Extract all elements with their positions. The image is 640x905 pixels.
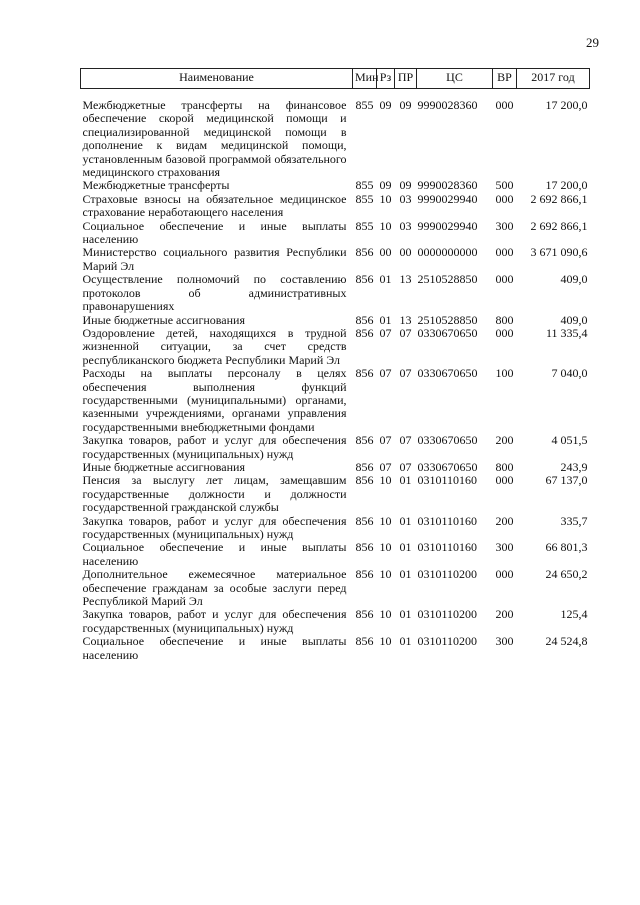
row-min: 856 (355, 433, 374, 448)
row-amount: 7 040,0 (551, 366, 588, 381)
row-pr: 07 (399, 433, 412, 448)
row-amount: 2 692 866,1 (530, 191, 588, 206)
table-row (81, 246, 590, 273)
row-cs: 9990028360 (417, 178, 478, 193)
row-vr: 000 (495, 325, 514, 340)
table-row (81, 99, 590, 179)
row-pr: 07 (399, 366, 412, 381)
row-name: Оздоровление детей, находящихся в трудной жизненной ситуации, за счет средств республиканского бюджета Республики Марий Эл (82, 325, 347, 367)
row-name: Страховые взносы на обязательное медицинское страхование неработающего населения (82, 191, 347, 220)
row-vr: 200 (495, 607, 514, 622)
row-amount: 243,9 (560, 459, 588, 474)
row-amount: 11 335,4 (545, 325, 588, 340)
row-pr: 07 (399, 325, 412, 340)
header-min: Мин (353, 69, 377, 89)
table-row (81, 515, 590, 542)
row-vr: 300 (495, 634, 514, 649)
row-amount: 24 524,8 (545, 634, 588, 649)
row-amount: 2 692 866,1 (530, 218, 588, 233)
row-min: 855 (355, 218, 374, 233)
row-name: Пенсия за выслугу лет лицам, замещавшим государственные должности и должности государственной гражданской службы (82, 473, 347, 515)
row-rz: 10 (379, 634, 392, 649)
row-pr: 01 (399, 567, 412, 582)
row-name: Межбюджетные трансферты (82, 178, 230, 193)
row-amount: 409,0 (560, 272, 588, 287)
row-rz: 07 (379, 459, 392, 474)
row-min: 855 (355, 191, 374, 206)
row-cs: 0330670650 (417, 325, 478, 340)
row-rz: 10 (379, 567, 392, 582)
row-amount: 335,7 (560, 513, 588, 528)
row-rz: 01 (379, 272, 392, 287)
row-rz: 10 (379, 218, 392, 233)
row-pr: 13 (399, 272, 412, 287)
table-row (81, 635, 590, 662)
row-name: Министерство социального развития Республики Марий Эл (82, 245, 347, 273)
row-vr: 000 (495, 98, 514, 112)
row-cs: 0310110160 (417, 540, 478, 555)
row-name: Иные бюджетные ассигнования (82, 459, 245, 474)
table-row (81, 608, 590, 635)
row-cs: 0310110200 (417, 567, 478, 582)
row-rz: 07 (379, 325, 392, 340)
row-min: 856 (355, 634, 374, 649)
table-row (81, 434, 590, 461)
row-pr: 01 (399, 634, 412, 649)
row-vr: 200 (495, 433, 514, 448)
row-pr: 00 (399, 245, 412, 260)
row-pr: 09 (399, 178, 412, 193)
row-pr: 03 (399, 191, 412, 206)
row-cs: 2510528850 (417, 312, 478, 327)
row-cs: 2510528850 (417, 272, 478, 287)
row-cs: 9990029940 (417, 218, 478, 233)
table-row (81, 541, 590, 568)
table-row (81, 367, 590, 434)
row-vr: 500 (495, 178, 514, 193)
row-pr: 09 (399, 98, 412, 112)
header-year: 2017 год (517, 69, 590, 89)
row-vr: 000 (495, 473, 514, 488)
row-pr: 01 (399, 513, 412, 528)
row-vr: 200 (495, 513, 514, 528)
row-name: Закупка товаров, работ и услуг для обеспечения государственных (муниципальных) нужд (82, 513, 347, 541)
row-min: 856 (355, 459, 374, 474)
row-name: Межбюджетные трансферты на финансовое обеспечение скорой медицинской помощи и специализированной медицинской помощи в дополнение к видам медицинской помощи, установленным базовой программой обязательного медицинского страхования (82, 98, 347, 180)
row-pr: 01 (399, 540, 412, 555)
row-cs: 0330670650 (417, 459, 478, 474)
row-vr: 000 (495, 191, 514, 206)
table-row (81, 568, 590, 608)
row-cs: 0310110200 (417, 634, 478, 649)
row-rz: 10 (379, 473, 392, 488)
budget-table (80, 68, 590, 662)
row-amount: 17 200,0 (545, 178, 588, 193)
row-amount: 24 650,2 (545, 567, 588, 582)
row-vr: 000 (495, 245, 514, 260)
table-row (81, 461, 590, 474)
table-row (81, 220, 590, 247)
row-rz: 09 (379, 98, 392, 112)
header-vr: ВР (493, 69, 517, 89)
row-amount: 17 200,0 (545, 98, 588, 112)
row-pr: 01 (399, 607, 412, 622)
row-amount: 409,0 (560, 312, 588, 327)
table-row (81, 314, 590, 327)
row-name: Иные бюджетные ассигнования (82, 312, 245, 327)
row-min: 856 (355, 540, 374, 555)
row-pr: 13 (399, 312, 412, 327)
row-min: 855 (355, 178, 374, 193)
row-vr: 000 (495, 272, 514, 287)
row-name: Дополнительное ежемесячное материальное обеспечение гражданам за особые заслуги перед Республикой Марий Эл (82, 567, 347, 609)
table-row (81, 273, 590, 313)
row-rz: 00 (379, 245, 392, 260)
row-amount: 66 801,3 (545, 540, 588, 555)
row-name: Социальное обеспечение и иные выплаты населению (82, 218, 347, 247)
row-min: 856 (355, 513, 374, 528)
header-cs: ЦС (417, 69, 493, 89)
row-rz: 01 (379, 312, 392, 327)
row-rz: 07 (379, 433, 392, 448)
row-min: 856 (355, 272, 374, 287)
row-pr: 03 (399, 218, 412, 233)
row-min: 856 (355, 325, 374, 340)
header-pr: ПР (395, 69, 417, 89)
row-amount: 4 051,5 (551, 433, 588, 448)
row-pr: 01 (399, 473, 412, 488)
row-min: 856 (355, 567, 374, 582)
row-min: 856 (355, 473, 374, 488)
table-header-row (81, 69, 590, 89)
row-cs: 0000000000 (417, 245, 478, 260)
row-min: 856 (355, 607, 374, 622)
row-pr: 07 (399, 459, 412, 474)
row-amount: 67 137,0 (545, 473, 588, 488)
row-vr: 000 (495, 567, 514, 582)
row-vr: 300 (495, 218, 514, 233)
row-min: 856 (355, 245, 374, 260)
row-cs: 0330670650 (417, 433, 478, 448)
row-cs: 0310110160 (417, 513, 478, 528)
table-row (81, 327, 590, 367)
row-rz: 07 (379, 366, 392, 381)
row-min: 856 (355, 366, 374, 381)
row-name: Социальное обеспечение и иные выплаты населению (82, 634, 347, 662)
row-cs: 0310110200 (417, 607, 478, 622)
header-name: Наименование (81, 69, 353, 89)
row-name: Закупка товаров, работ и услуг для обеспечения государственных (муниципальных) нужд (82, 607, 347, 635)
row-cs: 0310110160 (417, 473, 478, 488)
row-name: Расходы на выплаты персоналу в целях обеспечения выполнения функций государственными (муниципальными) органами, казенными учреждениями, органами управления государственными внебюджетными фондами (82, 366, 347, 434)
row-amount: 3 671 090,6 (530, 245, 588, 260)
row-name: Социальное обеспечение и иные выплаты населению (82, 540, 347, 568)
row-min: 856 (355, 312, 374, 327)
row-vr: 800 (495, 312, 514, 327)
table-row (81, 474, 590, 514)
page-number: 29 (586, 35, 599, 50)
row-cs: 9990029940 (417, 191, 478, 206)
table-row (81, 179, 590, 192)
header-rz: Рз (377, 69, 395, 89)
row-name: Закупка товаров, работ и услуг для обеспечения государственных (муниципальных) нужд (82, 433, 347, 461)
row-amount: 125,4 (560, 607, 588, 622)
row-name: Осуществление полномочий по составлению протоколов об административных правонарушениях (82, 272, 347, 314)
row-cs: 9990028360 (417, 98, 478, 112)
row-rz: 10 (379, 607, 392, 622)
row-vr: 100 (495, 366, 514, 381)
table-row (81, 193, 590, 220)
row-rz: 10 (379, 513, 392, 528)
row-rz: 09 (379, 178, 392, 193)
row-rz: 10 (379, 191, 392, 206)
row-vr: 300 (495, 540, 514, 555)
row-rz: 10 (379, 540, 392, 555)
row-vr: 800 (495, 459, 514, 474)
row-cs: 0330670650 (417, 366, 478, 381)
row-min: 855 (355, 98, 374, 112)
